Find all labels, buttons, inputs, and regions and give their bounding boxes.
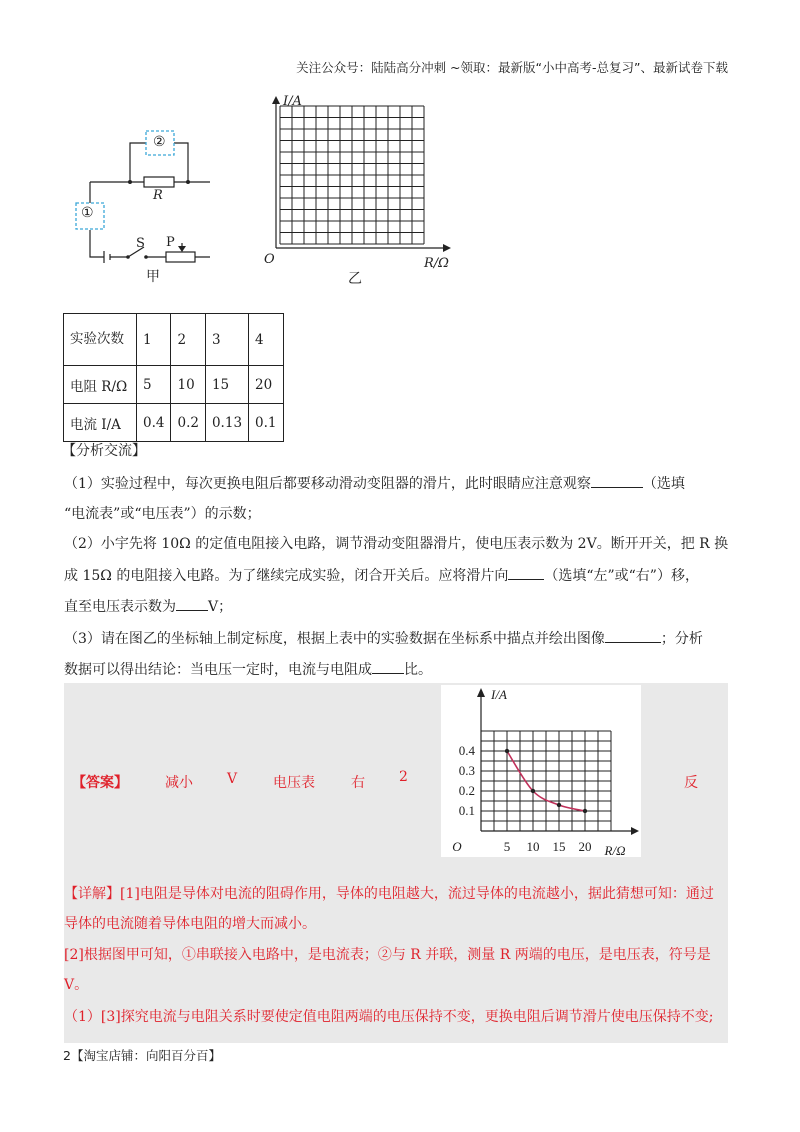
answer-item-6: 反 xyxy=(684,775,698,791)
y-tick-label: 0.1 xyxy=(458,803,475,818)
q3-text-a1: （3）请在图乙的坐标轴上制定标度，根据上表中的实验数据在坐标系中描点并绘出图像 xyxy=(64,631,605,647)
table-cell: 10 xyxy=(171,366,205,404)
y-tick-label: 0.2 xyxy=(458,783,475,798)
answer-item-5: 2 xyxy=(399,769,408,785)
grid-origin: O xyxy=(264,252,275,267)
meter-1-label: ① xyxy=(81,205,94,221)
resistor-label: R xyxy=(153,188,163,203)
answer-item-2: V xyxy=(227,771,238,787)
question-1-line-1 xyxy=(64,473,736,495)
explanation-line-5: （1）[3]探究电流与电阻关系时要使定值电阻两端的电压保持不变，更换电阻后调节滑片使电压保持不变; xyxy=(64,1009,714,1025)
table-cell: 1 xyxy=(137,314,171,366)
q2-text-c2: V； xyxy=(208,599,233,615)
question-2-line-2 xyxy=(64,565,736,587)
q3-text-a2: ；分析 xyxy=(660,631,703,647)
y-tick-label: 0.3 xyxy=(458,763,475,778)
q3-text-b2: 比。 xyxy=(404,662,432,678)
header-note: 关注公众号：陆陆高分冲刺 ~领取：最新版“小中高考-总复习”、最新试卷下载 xyxy=(296,60,728,75)
answer-chart xyxy=(441,685,641,857)
y-tick-label: 0.4 xyxy=(458,743,475,758)
grid-ylabel: I/A xyxy=(283,94,302,109)
table-cell: 0.13 xyxy=(205,404,248,442)
table-cell: 0.1 xyxy=(249,404,283,442)
data-point xyxy=(557,803,561,807)
answer-blank xyxy=(605,628,661,643)
origin-label: O xyxy=(452,839,462,854)
table-cell: 3 xyxy=(205,314,248,366)
answer-item-1: 减小 xyxy=(165,775,193,791)
meter-2-label: ② xyxy=(153,134,166,150)
table-cell: 20 xyxy=(249,366,283,404)
data-point xyxy=(531,789,535,793)
x-tick-label: 20 xyxy=(578,839,592,854)
table-row xyxy=(64,366,284,404)
q2-text-c1: 直至电压表示数为 xyxy=(64,599,176,615)
table-row xyxy=(64,404,284,442)
x-tick-label: 5 xyxy=(503,839,511,854)
data-point xyxy=(505,749,509,753)
question-2-line-1: （2）小宇先将 10Ω 的定值电阻接入电路，调节滑动变阻器滑片，使电压表示数为 2V。断开开关，把 R 换 xyxy=(64,536,729,552)
table-row xyxy=(64,314,284,366)
question-3-line-2 xyxy=(64,659,736,681)
table-cell: 电流 I/A xyxy=(64,404,137,442)
table-cell: 电阻 R/Ω xyxy=(64,366,137,404)
table-cell: 实验次数 xyxy=(64,314,137,366)
section-title: 【分析交流】 xyxy=(62,443,146,459)
x-tick-label: 15 xyxy=(552,839,566,854)
slider-label: P xyxy=(166,235,175,250)
table-cell: 15 xyxy=(205,366,248,404)
answer-blank xyxy=(372,659,404,674)
q2-text-b2: （选填“左”或“右”）移， xyxy=(544,568,699,584)
answer-blank xyxy=(508,565,544,580)
table-cell: 5 xyxy=(137,366,171,404)
q2-text-b1: 成 15Ω 的电阻接入电路。为了继续完成实验，闭合开关后。应将滑片向 xyxy=(64,568,509,584)
q1-text-a: （1）实验过程中，每次更换电阻后都要移动滑动变阻器的滑片，此时眼睛应注意观察 xyxy=(64,476,591,492)
x-axis-label: R/Ω xyxy=(604,843,626,857)
figure-jia-caption: 甲 xyxy=(146,269,160,285)
switch-label: S xyxy=(136,236,145,251)
answer-blank xyxy=(176,596,208,611)
question-2-line-3 xyxy=(64,596,736,618)
table-cell: 4 xyxy=(249,314,283,366)
q3-text-b1: 数据可以得出结论：当电压一定时，电流与电阻成 xyxy=(64,662,372,678)
empty-grid-chart xyxy=(258,92,454,262)
answer-item-3: 电压表 xyxy=(273,775,315,791)
answer-label: 【答案】 xyxy=(72,775,128,791)
x-tick-label: 10 xyxy=(526,839,540,854)
answer-item-4: 右 xyxy=(351,775,365,791)
data-table xyxy=(63,313,284,442)
y-axis-label: I/A xyxy=(491,687,507,702)
figure-yi-caption: 乙 xyxy=(348,271,362,287)
table-cell: 2 xyxy=(171,314,205,366)
question-1-line-2: “电流表”或“电压表”）的示数； xyxy=(64,506,261,522)
question-3-line-1 xyxy=(64,628,736,650)
answer-blank xyxy=(591,473,643,488)
footer-note: 2【淘宝店铺：向阳百分百】 xyxy=(63,1048,221,1063)
table-cell: 0.4 xyxy=(137,404,171,442)
data-point xyxy=(583,809,587,813)
explanation-line-4: V。 xyxy=(64,977,89,993)
table-cell: 0.2 xyxy=(171,404,205,442)
explanation-line-2: 导体的电流随着导体电阻的增大而减小。 xyxy=(64,916,316,932)
explanation-line-1: 【详解】[1]电阻是导体对电流的阻碍作用，导体的电阻越大，流过导体的电流越小，据此猜想可知：通过 xyxy=(64,886,714,902)
grid-xlabel: R/Ω xyxy=(424,256,449,271)
explanation-line-3: [2]根据图甲可知，①串联接入电路中，是电流表；②与 R 并联，测量 R 两端的电压，是电压表，符号是 xyxy=(64,947,711,963)
q1-text-b: （选填 xyxy=(642,476,685,492)
